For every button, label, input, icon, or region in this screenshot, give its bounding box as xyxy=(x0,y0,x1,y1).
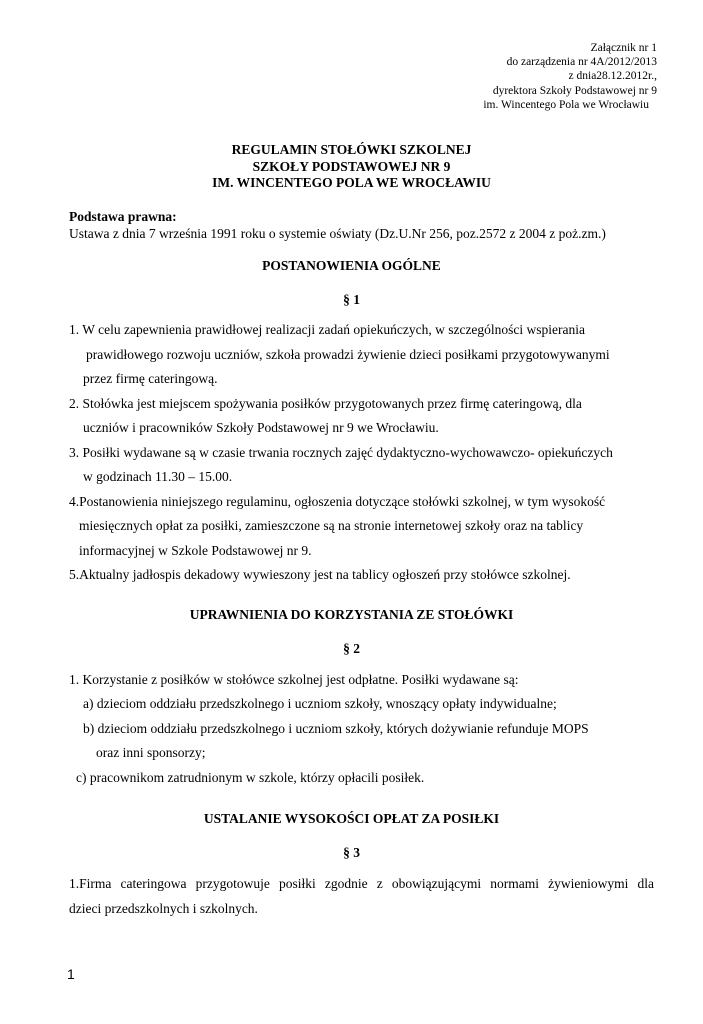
text-line: oraz inni sponsorzy; xyxy=(96,745,206,760)
annex-note xyxy=(483,41,657,112)
section-heading: UPRAWNIENIA DO KORZYSTANIA ZE STOŁÓWKI xyxy=(189,607,514,622)
text-line: 1.Firma cateringowa przygotowuje posiłki zgodnie z obowiązującymi normami żywieniowymi dla xyxy=(69,876,654,891)
text-line: 4.Postanowienia niniejszego regulaminu, ogłoszenia dotyczące stołówki szkolnej, w tym wysokość xyxy=(69,494,606,509)
title-line: REGULAMIN STOŁÓWKI SZKOLNEJ xyxy=(231,142,472,157)
annex-line: im. Wincentego Pola we Wrocławiu xyxy=(483,98,649,111)
section-heading: POSTANOWIENIA OGÓLNE xyxy=(262,258,441,273)
annex-line: z dnia28.12.2012r., xyxy=(568,70,657,83)
text-line: 3. Posiłki wydawane są w czasie trwania rocznych zajęć dydaktyczno-wychowawczo- opiekuńczych xyxy=(69,445,613,460)
text-line: 2. Stołówka jest miejscem spożywania posiłków przygotowanych przez firmę cateringową, dla xyxy=(69,396,582,411)
text-line: 1. Korzystanie z posiłków w stołówce szkolnej jest odpłatne. Posiłki wydawane są: xyxy=(69,672,519,687)
text-line: a) dzieciom oddziału przedszkolnego i uczniom szkoły, wnoszący opłaty indywidualne; xyxy=(83,696,557,711)
text-line: dzieci przedszkolnych i szkolnych. xyxy=(69,901,258,916)
text-line: c) pracownikom zatrudnionym w szkole, którzy opłacili posiłek. xyxy=(76,770,425,785)
annex-line: do zarządzenia nr 4A/2012/2013 xyxy=(506,56,657,69)
title-line: IM. WINCENTEGO POLA WE WROCŁAWIU xyxy=(212,175,491,190)
legal-basis-text: Ustawa z dnia 7 września 1991 roku o systemie oświaty (Dz.U.Nr 256, poz.2572 z 2004 z poż.zm.) xyxy=(69,225,606,241)
text-line: miesięcznych opłat za posiłki, zamieszczone są na stronie internetowej szkoły oraz na tablicy xyxy=(79,518,584,533)
document-title xyxy=(0,142,703,192)
paragraph-mark: § 3 xyxy=(343,845,360,860)
legal-basis-label: Podstawa prawna: xyxy=(69,209,177,224)
title-line: SZKOŁY PODSTAWOWEJ NR 9 xyxy=(252,158,451,174)
annex-line: Załącznik nr 1 xyxy=(590,42,657,54)
legal-basis xyxy=(69,209,606,242)
text-line: przez firmę cateringową. xyxy=(83,371,218,386)
text-line: uczniów i pracowników Szkoły Podstawowej nr 9 we Wrocławiu. xyxy=(83,420,439,435)
page-number: 1 xyxy=(67,966,75,982)
paragraph-mark: § 2 xyxy=(343,641,360,656)
text-line: b) dzieciom oddziału przedszkolnego i uczniom szkoły, których dożywianie refunduje MOPS xyxy=(83,721,589,736)
text-line: prawidłowego rozwoju uczniów, szkoła prowadzi żywienie dzieci posiłkami przygotowywanymi xyxy=(86,347,610,362)
paragraph-mark: § 1 xyxy=(343,292,360,307)
annex-line: dyrektora Szkoły Podstawowej nr 9 xyxy=(492,84,657,97)
text-line: 1. W celu zapewnienia prawidłowej realizacji zadań opiekuńczych, w szczególności wspierania xyxy=(69,322,586,337)
text-line: 5.Aktualny jadłospis dekadowy wywieszony jest na tablicy ogłoszeń przy stołówce szkolnej. xyxy=(69,567,571,582)
section-heading: USTALANIE WYSOKOŚCI OPŁAT ZA POSIŁKI xyxy=(203,811,500,826)
text-line: informacyjnej w Szkole Podstawowej nr 9. xyxy=(79,543,312,558)
text-line: w godzinach 11.30 – 15.00. xyxy=(83,469,233,484)
